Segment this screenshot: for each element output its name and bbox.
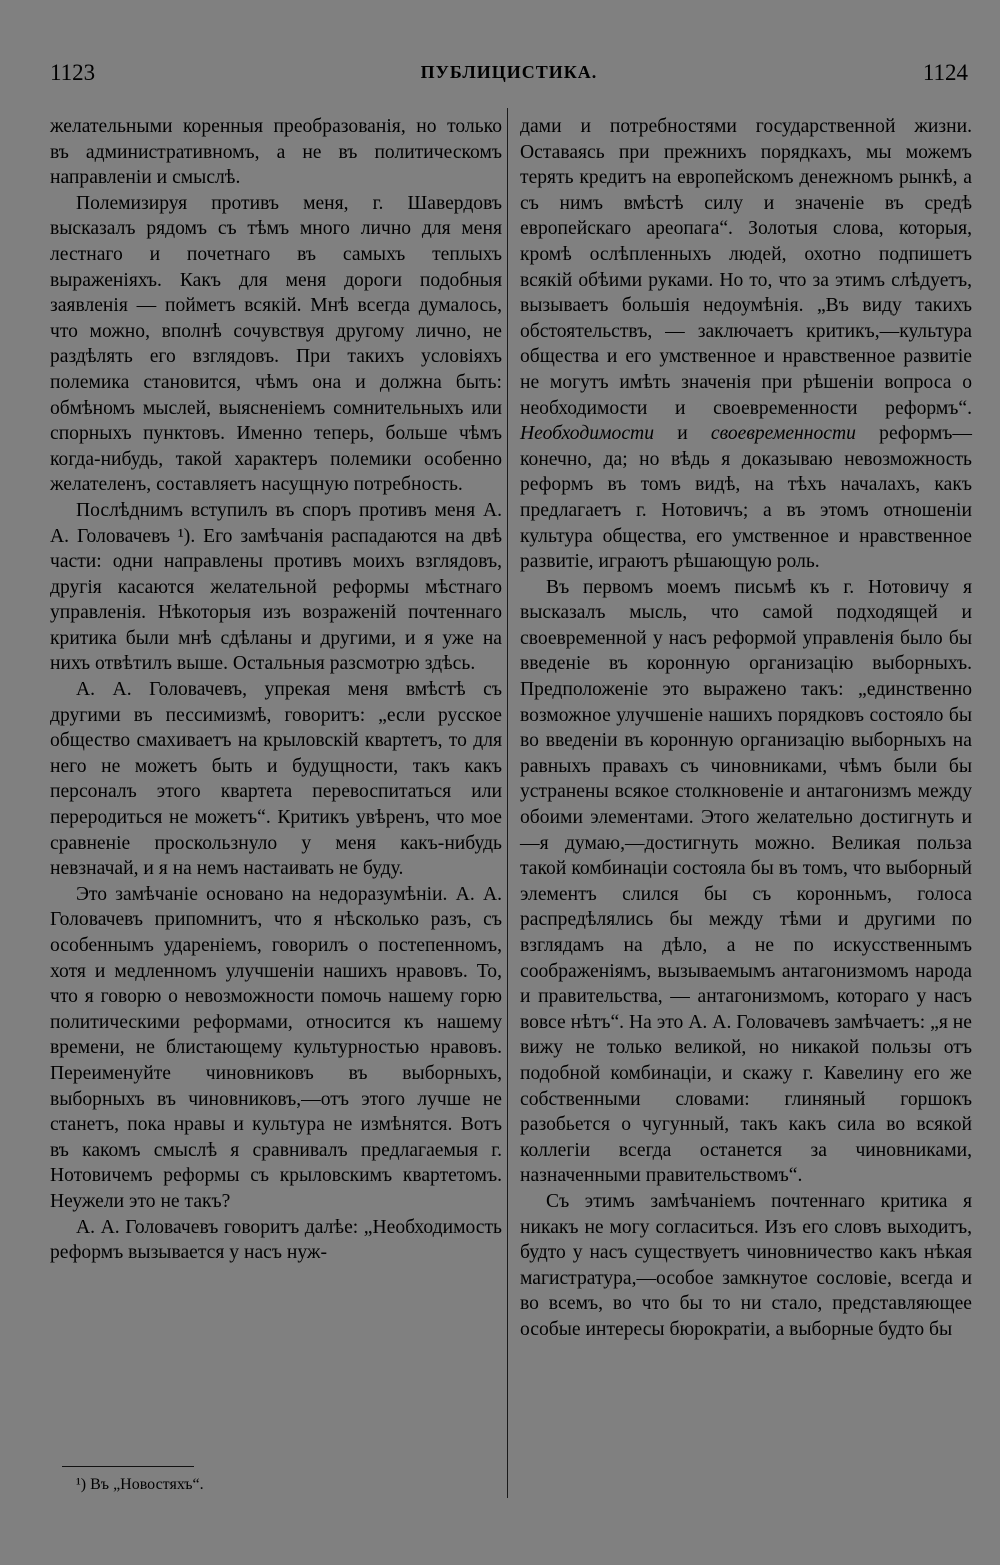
paragraph: Послѣднимъ вступилъ въ споръ противъ меня А. А. Головачевъ ¹). Его замѣчанія распадаются на двѣ части: одни направлены противъ моихъ взглядовъ, другія касаются желательной реформы мѣстнаго управленія. Нѣкоторыя изъ возраженій почтеннаго критика были мнѣ сдѣланы и другими, и я уже на нихъ отвѣтилъ выше. Остальныя разсмотрю здѣсь.: [50, 499, 502, 675]
paragraph: Въ первомъ моемъ письмѣ къ г. Нотовичу я высказалъ мысль, что самой подходящей и своевременной у насъ реформой управленія было бы введеніе въ коронную организацію выборныхъ. Предположеніе это выражено такъ: „единственно возможное улучшеніе нашихъ порядковъ состояло бы во введеніи въ коронную организацію выборныхъ на равныхъ правахъ съ чиновниками, чѣмъ были бы устранены всякое столкновеніе и антагонизмъ между обоими элементами. Этого желательно достигнуть и—я думаю,—достигнуть можно. Великая польза такой комбинаціи состояла бы въ томъ, что выборный элементъ слился бы съ коронньмъ, голоса распредѣлялись бы между тѣми и другими по взглядамъ на дѣло, а не по искусственнымъ соображеніямъ, вызываемымъ антагонизмомъ народа и правительства, — антагонизмомъ, котораго у насъ вовсе нѣтъ“. На это А. А. Головачевъ замѣчаетъ: „я не вижу не только великой, но никакой пользы отъ подобной комбинаціи, и скажу г. Кавелину его же собственными словами: глиняный горшокъ разобьется о чугунный, такъ какъ сила во всякой коллегіи всегда останется за чиновниками, назначенными правительствомъ“.: [520, 576, 972, 1187]
text-run: и: [654, 423, 711, 445]
left-column: [50, 114, 502, 1266]
paragraph: Полемизируя противъ меня, г. Шавердовъ высказалъ рядомъ съ тѣмъ много лично для меня лестнаго и почетнаго въ самыхъ теплыхъ выраженіяхъ. Какъ для меня дороги подобныя заявленія — пойметъ всякій. Мнѣ всегда думалось, что можно, вполнѣ сочувствуя другому лично, не раздѣлять его взглядовъ. При такихъ условіяхъ полемика становится, чѣмъ она и должна быть: обмѣномъ мыслей, выясненіемъ сомнительныхъ или спорныхъ пунктовъ. Именно теперь, больше чѣмъ когда-нибудь, такой характеръ полемики особенно желателенъ, составляетъ насущную потребность.: [50, 192, 502, 496]
paragraph: Съ этимъ замѣчаніемъ почтеннаго критика я никакъ не могу согласиться. Изъ его словъ выходитъ, будто у насъ существуетъ чиновничество какъ нѣкая магистратура,—особое замкнутое сословіе, всегда и во всемъ, во что бы то ни стало, представляющее особые интересы бюрократіи, а выборные будто бы: [520, 1190, 972, 1340]
text-run: дами и потребностями государственной жизни. Оставаясь при прежнихъ порядкахъ, мы можемъ терять кредитъ на европейскомъ денежномъ рынкѣ, а съ нимъ вмѣстѣ силу и значеніе въ средѣ европейскаго ареопага“. Золотыя слова, которыя, кромѣ ослѣпленныхъ людей, охотно подпишетъ всякій обѣими руками. Но то, что за этимъ слѣдуетъ, вызываетъ большія недоумѣнія. „Въ виду такихъ обстоятельствъ, — заключаетъ критикъ,—культура общества и его умственное и нравственное развитіе не могутъ имѣть значенія при рѣшеніи вопроса о необходимости и своевременности реформъ“.: [520, 116, 972, 419]
footnote-rule: [62, 1466, 194, 1467]
section-title: ПУБЛИЦИСТИКА.: [420, 62, 598, 82]
paragraph: Это замѣчаніе основано на недоразумѣніи. А. А. Головачевъ припомнитъ, что я нѣсколько разъ, съ особеннымъ удареніемъ, говорилъ о постепенномъ, хотя и медленномъ улучшеніи нашихъ нравовъ. То, что я говорю о невозможности помочь нашему горю политическими реформами, относится къ нашему времени, не блистающему культурностью нравовъ. Переименуйте чиновниковъ въ выборныхъ, выборныхъ въ чиновниковъ,—отъ этого лучше не станетъ, пока нравы и культура не измѣнятся. Вотъ въ какомъ смыслѣ я сравнивалъ предлагаемыя г. Нотовичемъ реформы съ крыловскимъ квартетомъ. Неужели это не такъ?: [50, 883, 502, 1212]
italic-text: Необходимости: [520, 423, 654, 445]
text-run: реформъ—конечно, да; но вѣдь я доказываю невозможность реформъ въ томъ видѣ, на тѣхъ началахъ, какъ предлагаетъ г. Нотовичъ; а въ этомъ отношеніи культура общества, его умственное и нравственное развитіе, играютъ рѣшающую роль.: [520, 423, 972, 573]
page-number-left: 1123: [50, 60, 96, 85]
paragraph: А. А. Головачевъ, упрекая меня вмѣстѣ съ другими въ пессимизмѣ, говоритъ: „если русское общество смахиваетъ на крыловскій квартетъ, то для него не можетъ быть и будущности, такъ какъ персоналъ этого квартета перевоспитаться или переродиться не можетъ“. Критикъ увѣренъ, что мое сравненіе проскользнуло у меня какъ-нибудь невзначай, и я на немъ настаивать не буду.: [50, 679, 502, 880]
paragraph: А. А. Головачевъ говоритъ далѣе: „Необходимость реформъ вызывается у насъ нуж-: [50, 1216, 502, 1264]
italic-text: своевременности: [710, 423, 856, 445]
page-number-right: 1124: [922, 60, 968, 85]
column-divider: [507, 108, 508, 1498]
footnote: ¹) Въ „Новостяхъ“.: [76, 1476, 204, 1493]
paragraph: желательными коренныя преобразованія, но только въ административномъ, а не въ политическомъ направленіи и смыслѣ.: [50, 116, 502, 189]
right-column: [520, 114, 972, 1343]
running-header: [50, 60, 968, 96]
paragraph: [520, 114, 972, 575]
